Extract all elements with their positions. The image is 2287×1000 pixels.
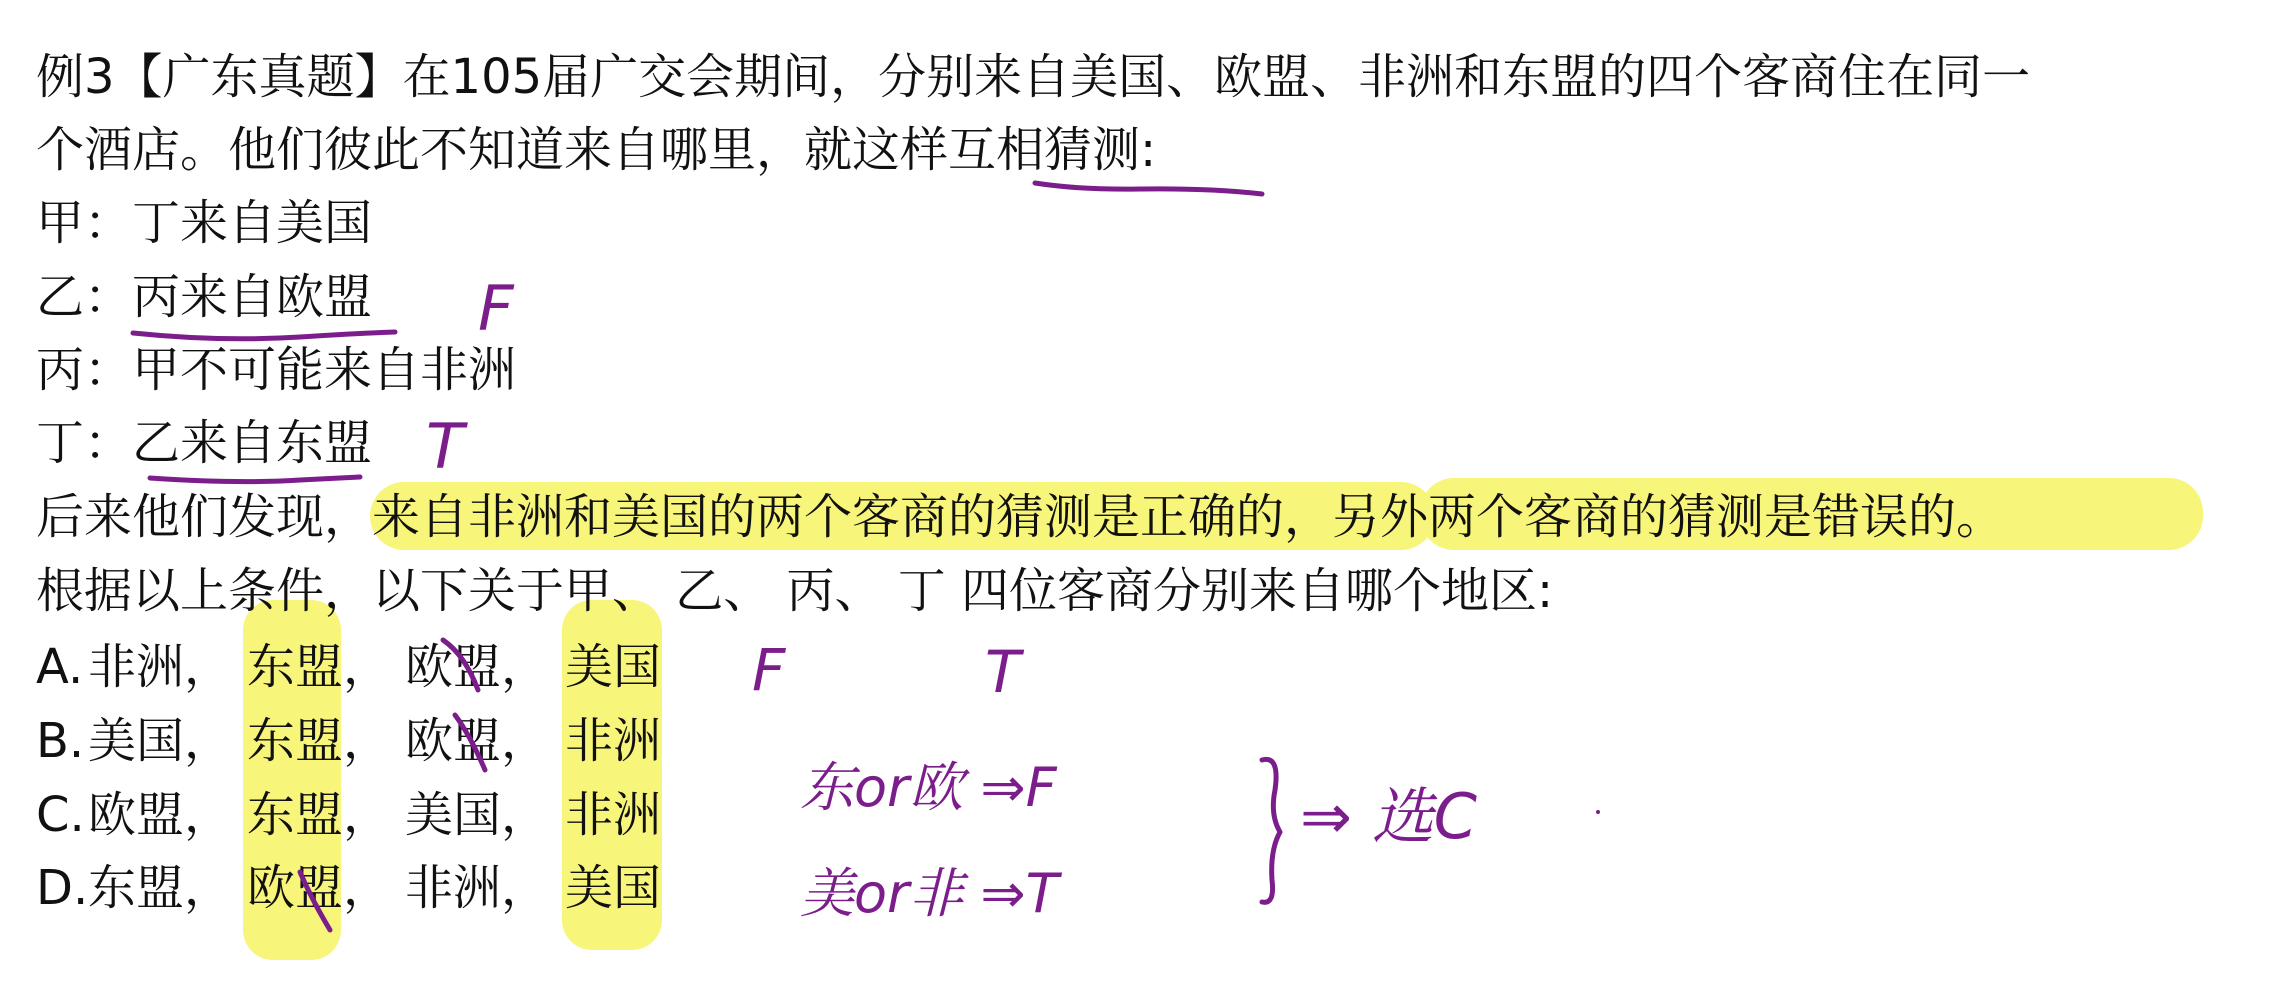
mark-yi-false: F xyxy=(478,272,514,345)
option-part-1: 非洲， xyxy=(88,639,233,695)
question-line-2: 个酒店。他们彼此不知道来自哪里，就这样互相猜测: xyxy=(36,122,1157,178)
brace-icon xyxy=(1262,759,1280,902)
question-ask: 根据以上条件，以下关于甲、 乙、 丙、 丁 四位客商分别来自哪个地区: xyxy=(36,563,1554,619)
condition-true: 来自非洲和美国的两个客商的猜测是正确的， xyxy=(372,489,1333,545)
note-us-africa: 美or非 ⇒T xyxy=(800,862,1059,925)
option-part-4: 美国 xyxy=(565,639,662,695)
option-part-3: 欧盟， xyxy=(405,713,550,769)
statement-speaker: 丙： xyxy=(36,342,133,398)
option-label: D. xyxy=(36,860,89,916)
conclusion: ⇒ 选C xyxy=(1300,780,1477,853)
note-east-europe: 东or欧 ⇒F xyxy=(800,756,1057,819)
option-label: C. xyxy=(36,787,85,843)
statement-text: 甲不可能来自非洲 xyxy=(132,342,517,398)
question-line-1: 例3【广东真题】在105届广交会期间，分别来自美国、欧盟、非洲和东盟的四个客商住在同一 xyxy=(36,49,2031,105)
statement-speaker: 乙： xyxy=(36,269,133,325)
mark-a-false: F xyxy=(752,636,786,704)
statement-speaker: 甲： xyxy=(36,195,133,251)
option-label: B. xyxy=(36,713,85,769)
option-part-1: 欧盟， xyxy=(88,787,233,843)
statement-text: 丙来自欧盟 xyxy=(132,269,373,325)
option-part-2: 东盟， xyxy=(247,787,392,843)
option-part-2: 欧盟， xyxy=(247,860,392,916)
option-part-3: 非洲， xyxy=(405,860,550,916)
option-part-2: 东盟， xyxy=(247,639,392,695)
condition-prefix: 后来他们发现， xyxy=(36,489,373,545)
ink-dot xyxy=(1596,810,1600,814)
condition-false: 另外两个客商的猜测是错误的。 xyxy=(1332,489,2005,545)
option-part-2: 东盟， xyxy=(247,713,392,769)
strike-mark xyxy=(443,640,478,690)
strike-mark xyxy=(455,715,485,770)
option-part-1: 东盟， xyxy=(88,860,233,916)
option-part-4: 非洲 xyxy=(565,787,662,843)
underline-statement-yi xyxy=(133,332,395,339)
option-part-3: 欧盟， xyxy=(405,639,550,695)
statement-text: 丁来自美国 xyxy=(132,195,373,251)
option-part-3: 美国， xyxy=(405,787,550,843)
strike-mark xyxy=(300,872,330,930)
option-part-1: 美国， xyxy=(88,713,233,769)
statement-speaker: 丁： xyxy=(36,415,133,471)
mark-ding-true: T xyxy=(426,410,464,483)
option-label: A. xyxy=(36,639,84,695)
underline-guess xyxy=(1035,183,1262,194)
statement-text: 乙来自东盟 xyxy=(132,415,373,471)
option-part-4: 非洲 xyxy=(565,713,662,769)
option-part-4: 美国 xyxy=(565,860,662,916)
underline-statement-ding xyxy=(150,477,360,482)
mark-a-true: T xyxy=(985,638,1021,706)
